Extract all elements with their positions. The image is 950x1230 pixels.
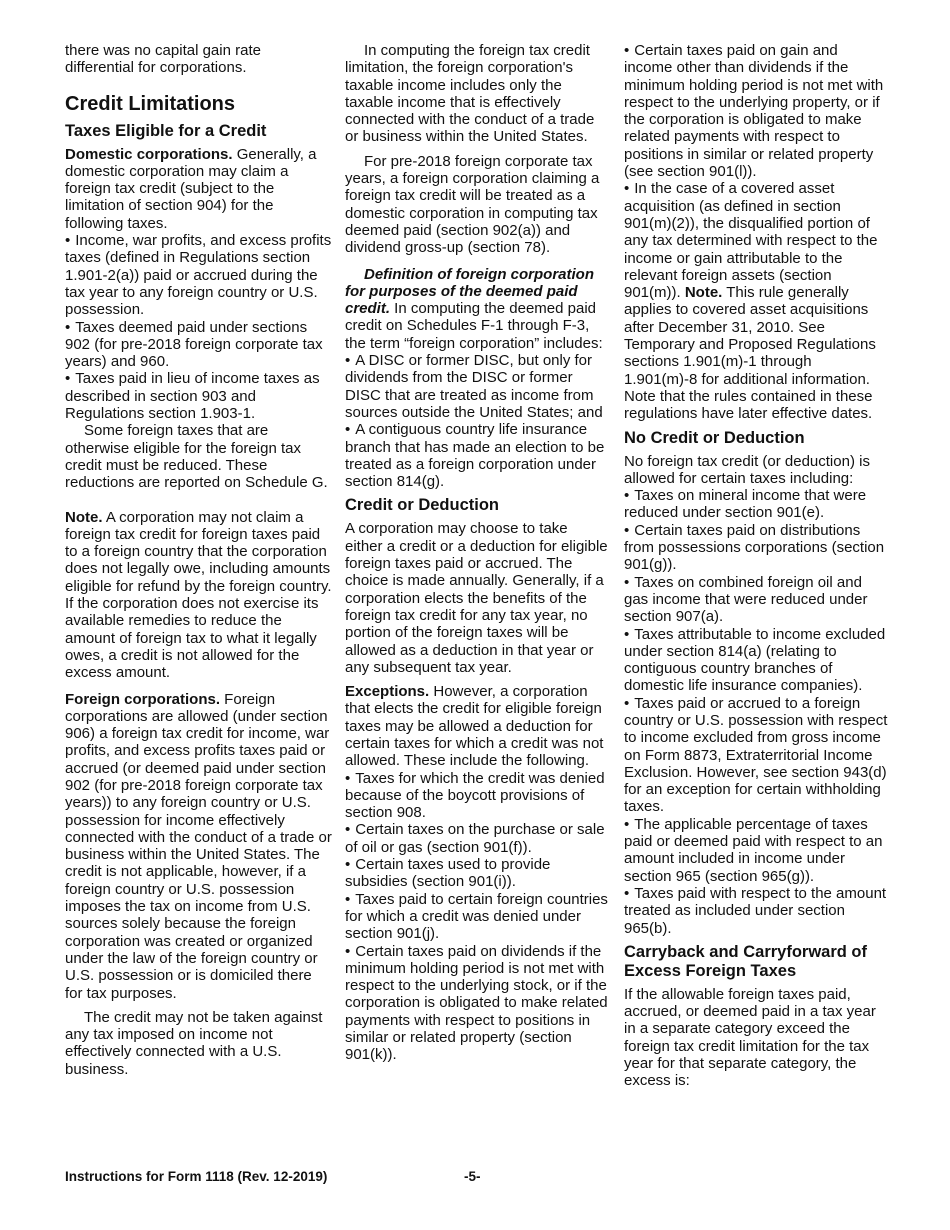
run-in-heading-exceptions: Exceptions. — [345, 683, 430, 701]
paragraph-note — [65, 509, 333, 682]
paragraph-exceptions — [345, 683, 608, 769]
exceptions-text: However, a corporation that elects the credit for eligible foreign taxes may be allowed a deduction for certain taxes for which a credit was not allowed. These include the following. — [345, 683, 604, 770]
paragraph-credit-or-deduction: A corporation may choose to take either a credit or a deduction for eligible foreign taxes paid or accrued. The choice is made annually. Generally, if a corporation elects the benefits of the foreign tax credit for any tax year, no portion of the foreign taxes will be allowed as a deduction in that year or any subsequent tax year. — [345, 520, 608, 676]
note-text: A corporation may not claim a foreign tax credit for foreign taxes paid to a foreign country that the corporation does not legally owe, including amounts eligible for refund by the foreign country. If the corporation does not exercise its available remedies to reduce the amount of foreign tax to what it legally owes, a credit is not allowed for the excess amount. — [65, 508, 332, 682]
definition-text: In computing the deemed paid credit on Schedules F-1 through F-3, the term “foreign corporation” includes: — [345, 300, 603, 352]
bullet-contiguous-branch: • A contiguous country life insurance branch that has made an election to be treated as a foreign corporation under section 814(g). — [345, 421, 608, 490]
heading-carryback: Carryback and Carryforward of Excess Foreign Taxes — [624, 942, 867, 980]
bullet-possessions: • Certain taxes paid on distributions from possessions corporations (section 901(g)). — [624, 522, 889, 574]
bullet-income-taxes: • Income, war profits, and excess profits taxes (defined in Regulations section 1.901-2(a)) paid or accrued during the tax year to any foreign country or U.S. possession. — [65, 232, 333, 318]
heading-credit-limitations: Credit Limitations — [65, 92, 236, 115]
paragraph-pre2018: For pre-2018 foreign corporate tax years, a foreign corporation claiming a foreign tax credit will be treated as a domestic corporation in computing tax deemed paid (section 902(a)) and dividend gross-up (section 78). — [345, 152, 600, 257]
bullet-in-lieu: • Taxes paid in lieu of income taxes as described in section 903 and Regulations section 1.903-1. — [65, 370, 333, 422]
bullet-form-8873: • Taxes paid or accrued to a foreign country or U.S. possession with respect to income excluded from gross income on Form 8873, Extraterritorial Income Exclusion. However, see section 943(d) for an exception for certain withholding taxes. — [624, 695, 889, 816]
bullet-section-965g: • The applicable percentage of taxes paid or deemed paid with respect to an amount included in income under section 965 (section 965(g)). — [624, 816, 889, 885]
paragraph-foreign-corporations — [65, 691, 333, 1002]
bullet-covered-asset — [624, 180, 889, 422]
bullet-certain-countries: • Taxes paid to certain foreign countries for which a credit was denied under section 901(j). — [345, 891, 608, 943]
bullet-gain-income: • Certain taxes paid on gain and income other than dividends if the minimum holding period is not met with respect to the underlying property, or if the corporation is obligated to make related payments with respect to positions in similar or related property (see section 901(l)). — [624, 42, 889, 180]
paragraph-credit-may-not: The credit may not be taken against any tax imposed on income not effectively connected with a U.S. business. — [65, 1008, 323, 1078]
run-in-heading-definition: Definition of foreign corporation for purposes of the deemed paid credit. — [345, 265, 594, 318]
paragraph-no-credit: No foreign tax credit (or deduction) is allowed for certain taxes including: — [624, 452, 870, 487]
paragraph-domestic-corporations — [65, 146, 333, 232]
column-right — [624, 42, 889, 1090]
heading-taxes-eligible: Taxes Eligible for a Credit — [65, 121, 267, 140]
bullet-deemed-paid: • Taxes deemed paid under sections 902 (for pre-2018 foreign corporate tax years) and 960. — [65, 319, 333, 371]
paragraph-carryback: If the allowable foreign taxes paid, accrued, or deemed paid in a tax year in a separate category exceed the foreign tax credit limitation for the tax year for that separate category, the excess is: — [624, 985, 876, 1090]
paragraph-capital-gain: there was no capital gain rate differential for corporations. — [65, 42, 261, 77]
covered-asset-text-b: This rule generally applies to covered asset acquisitions after December 31, 2010. See Temporary and Proposed Regulations sections 1.901(m)-1 through 1.901(m)-8 for additional information. Note that the rules contained in these regulations have later effective dates. — [624, 284, 876, 423]
bullet-excluded-814a: • Taxes attributable to income excluded under section 814(a) (relating to contiguous country branches of domestic life insurance companies). — [624, 626, 889, 695]
covered-asset-text-a: In the case of a covered asset acquisition (as defined in section 901(m)(2)), the disqualified portion of any tax determined with respect to the income or gain attributable to the relevant foreign assets (section 901(m)). — [624, 180, 878, 302]
heading-no-credit: No Credit or Deduction — [624, 428, 805, 447]
column-left — [65, 42, 333, 1078]
domestic-text: Generally, a domestic corporation may claim a foreign tax credit (subject to the limitation of section 904) for the following taxes. — [65, 145, 317, 232]
run-in-heading-note-2: Note. — [684, 284, 723, 302]
paragraph-definition — [345, 266, 608, 352]
bullet-dividends-holding-period: • Certain taxes paid on dividends if the minimum holding period is not met with respect to the underlying stock, or if the corporation is obligated to make related payments with respect to positions in similar or related property (section 901(k)). — [345, 943, 608, 1064]
column-middle — [345, 42, 608, 1064]
bullet-subsidies: • Certain taxes used to provide subsidies (section 901(i)). — [345, 856, 608, 891]
run-in-heading-domestic: Domestic corporations. — [65, 145, 233, 163]
bullet-boycott: • Taxes for which the credit was denied because of the boycott provisions of section 908. — [345, 770, 608, 822]
run-in-heading-note: Note. — [65, 508, 103, 526]
heading-credit-or-deduction: Credit or Deduction — [345, 496, 500, 515]
paragraph-computing-limitation: In computing the foreign tax credit limitation, the foreign corporation's taxable income includes only the taxable income that is effectively connected with the conduct of a trade or business within the United States. — [345, 42, 595, 146]
footer-form-title: Instructions for Form 1118 (Rev. 12-2019) — [65, 1169, 328, 1184]
bullet-disc: • A DISC or former DISC, but only for dividends from the DISC or former DISC that are treated as income from sources outside the United States; and — [345, 352, 608, 421]
bullet-section-965b: • Taxes paid with respect to the amount treated as included under section 965(b). — [624, 885, 889, 937]
run-in-heading-foreign: Foreign corporations. — [65, 690, 221, 708]
paragraph-reductions: Some foreign taxes that are otherwise eligible for the foreign tax credit must be reduced. These reductions are reported on Schedule G. — [65, 422, 328, 492]
foreign-text: Foreign corporations are allowed (under section 906) a foreign tax credit for income, war profits, and excess profits taxes paid or accrued (or deemed paid under section 902 (for pre-2018 foreign corporate tax years)) to any foreign country or U.S. possession for income effectively connected with the conduct of a trade or business within the United States. The credit is not applicable, however, if a foreign country or U.S. possession imposes the tax on income from U.S. sources solely because the foreign corporation was created or organized under the law of the foreign country or U.S. possession or is domiciled there for tax purposes. — [65, 690, 332, 1002]
bullet-combined-oil-gas: • Taxes on combined foreign oil and gas income that were reduced under section 907(a). — [624, 574, 889, 626]
bullet-oil-gas: • Certain taxes on the purchase or sale of oil or gas (section 901(f)). — [345, 821, 608, 856]
footer-page-number: -5- — [464, 1169, 481, 1184]
bullet-mineral-income: • Taxes on mineral income that were reduced under section 901(e). — [624, 487, 889, 522]
